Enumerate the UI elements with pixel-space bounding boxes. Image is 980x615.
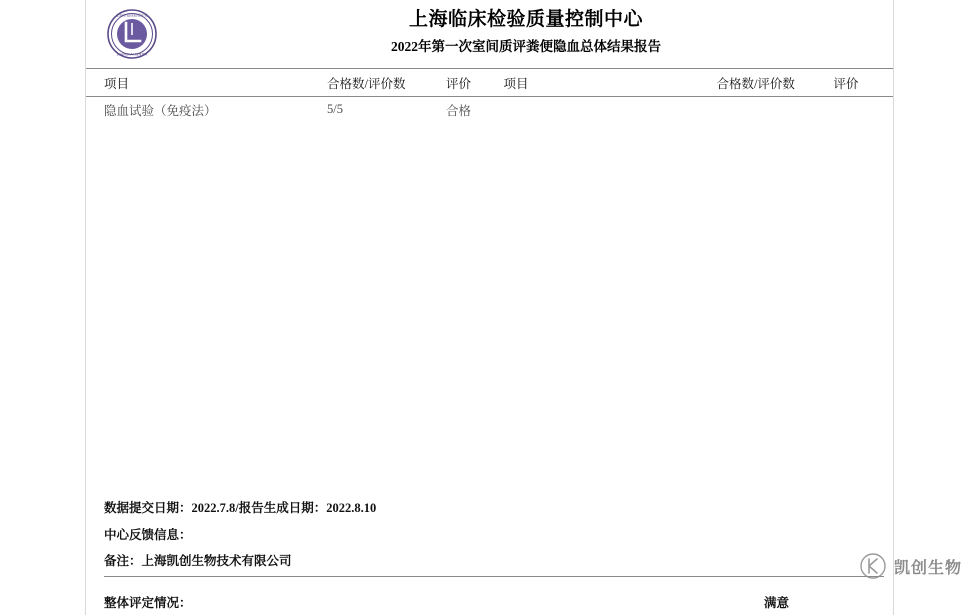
right-margin-rule — [893, 0, 894, 615]
watermark-logo-icon — [860, 553, 886, 579]
overall-evaluation-label: 整体评定情况： — [104, 596, 192, 610]
watermark — [860, 553, 962, 579]
remark-line: 备注：上海凯创生物技术有限公司 — [104, 549, 884, 577]
cell-item: 隐血试验（免疫法） — [104, 103, 217, 118]
cell-count-2 — [716, 97, 833, 123]
title-block — [206, 6, 846, 58]
page-title: 上海临床检验质量控制中心 — [408, 9, 643, 30]
header-count: 合格数/评价数 — [327, 69, 446, 97]
header-item: 项目 — [86, 69, 327, 97]
cell-item-2 — [503, 97, 716, 123]
overall-evaluation-row — [104, 591, 884, 615]
cell-count: 5/5 — [327, 102, 343, 117]
report-header — [86, 0, 893, 66]
svg-text:SHANGHAI CENTER: SHANGHAI CENTER — [116, 52, 148, 57]
cell-eval-2 — [833, 97, 893, 123]
header-eval-2: 评价 — [833, 69, 893, 97]
header-count-2: 合格数/评价数 — [716, 69, 833, 97]
results-table-body — [86, 97, 893, 123]
report-footer — [104, 495, 884, 577]
svg-text:上海市临床检验中心: 上海市临床检验中心 — [115, 13, 149, 18]
results-table-head — [86, 69, 893, 97]
watermark-text: 凯创生物 — [893, 559, 962, 577]
header-eval: 评价 — [446, 69, 504, 97]
results-table-container — [86, 68, 893, 123]
organization-logo-icon — [106, 8, 158, 60]
header-item-2: 项目 — [503, 69, 716, 97]
table-header-row — [86, 69, 893, 97]
page-subtitle: 2022年第一次室间质评粪便隐血总体结果报告 — [391, 39, 661, 54]
center-feedback-line: 中心反馈信息： — [104, 528, 192, 542]
overall-evaluation-value: 满意 — [764, 596, 790, 610]
results-table — [86, 68, 893, 123]
table-row — [86, 97, 893, 123]
cell-eval: 合格 — [445, 103, 471, 118]
submit-date-line: 数据提交日期：2022.7.8/报告生成日期：2022.8.10 — [104, 501, 377, 515]
